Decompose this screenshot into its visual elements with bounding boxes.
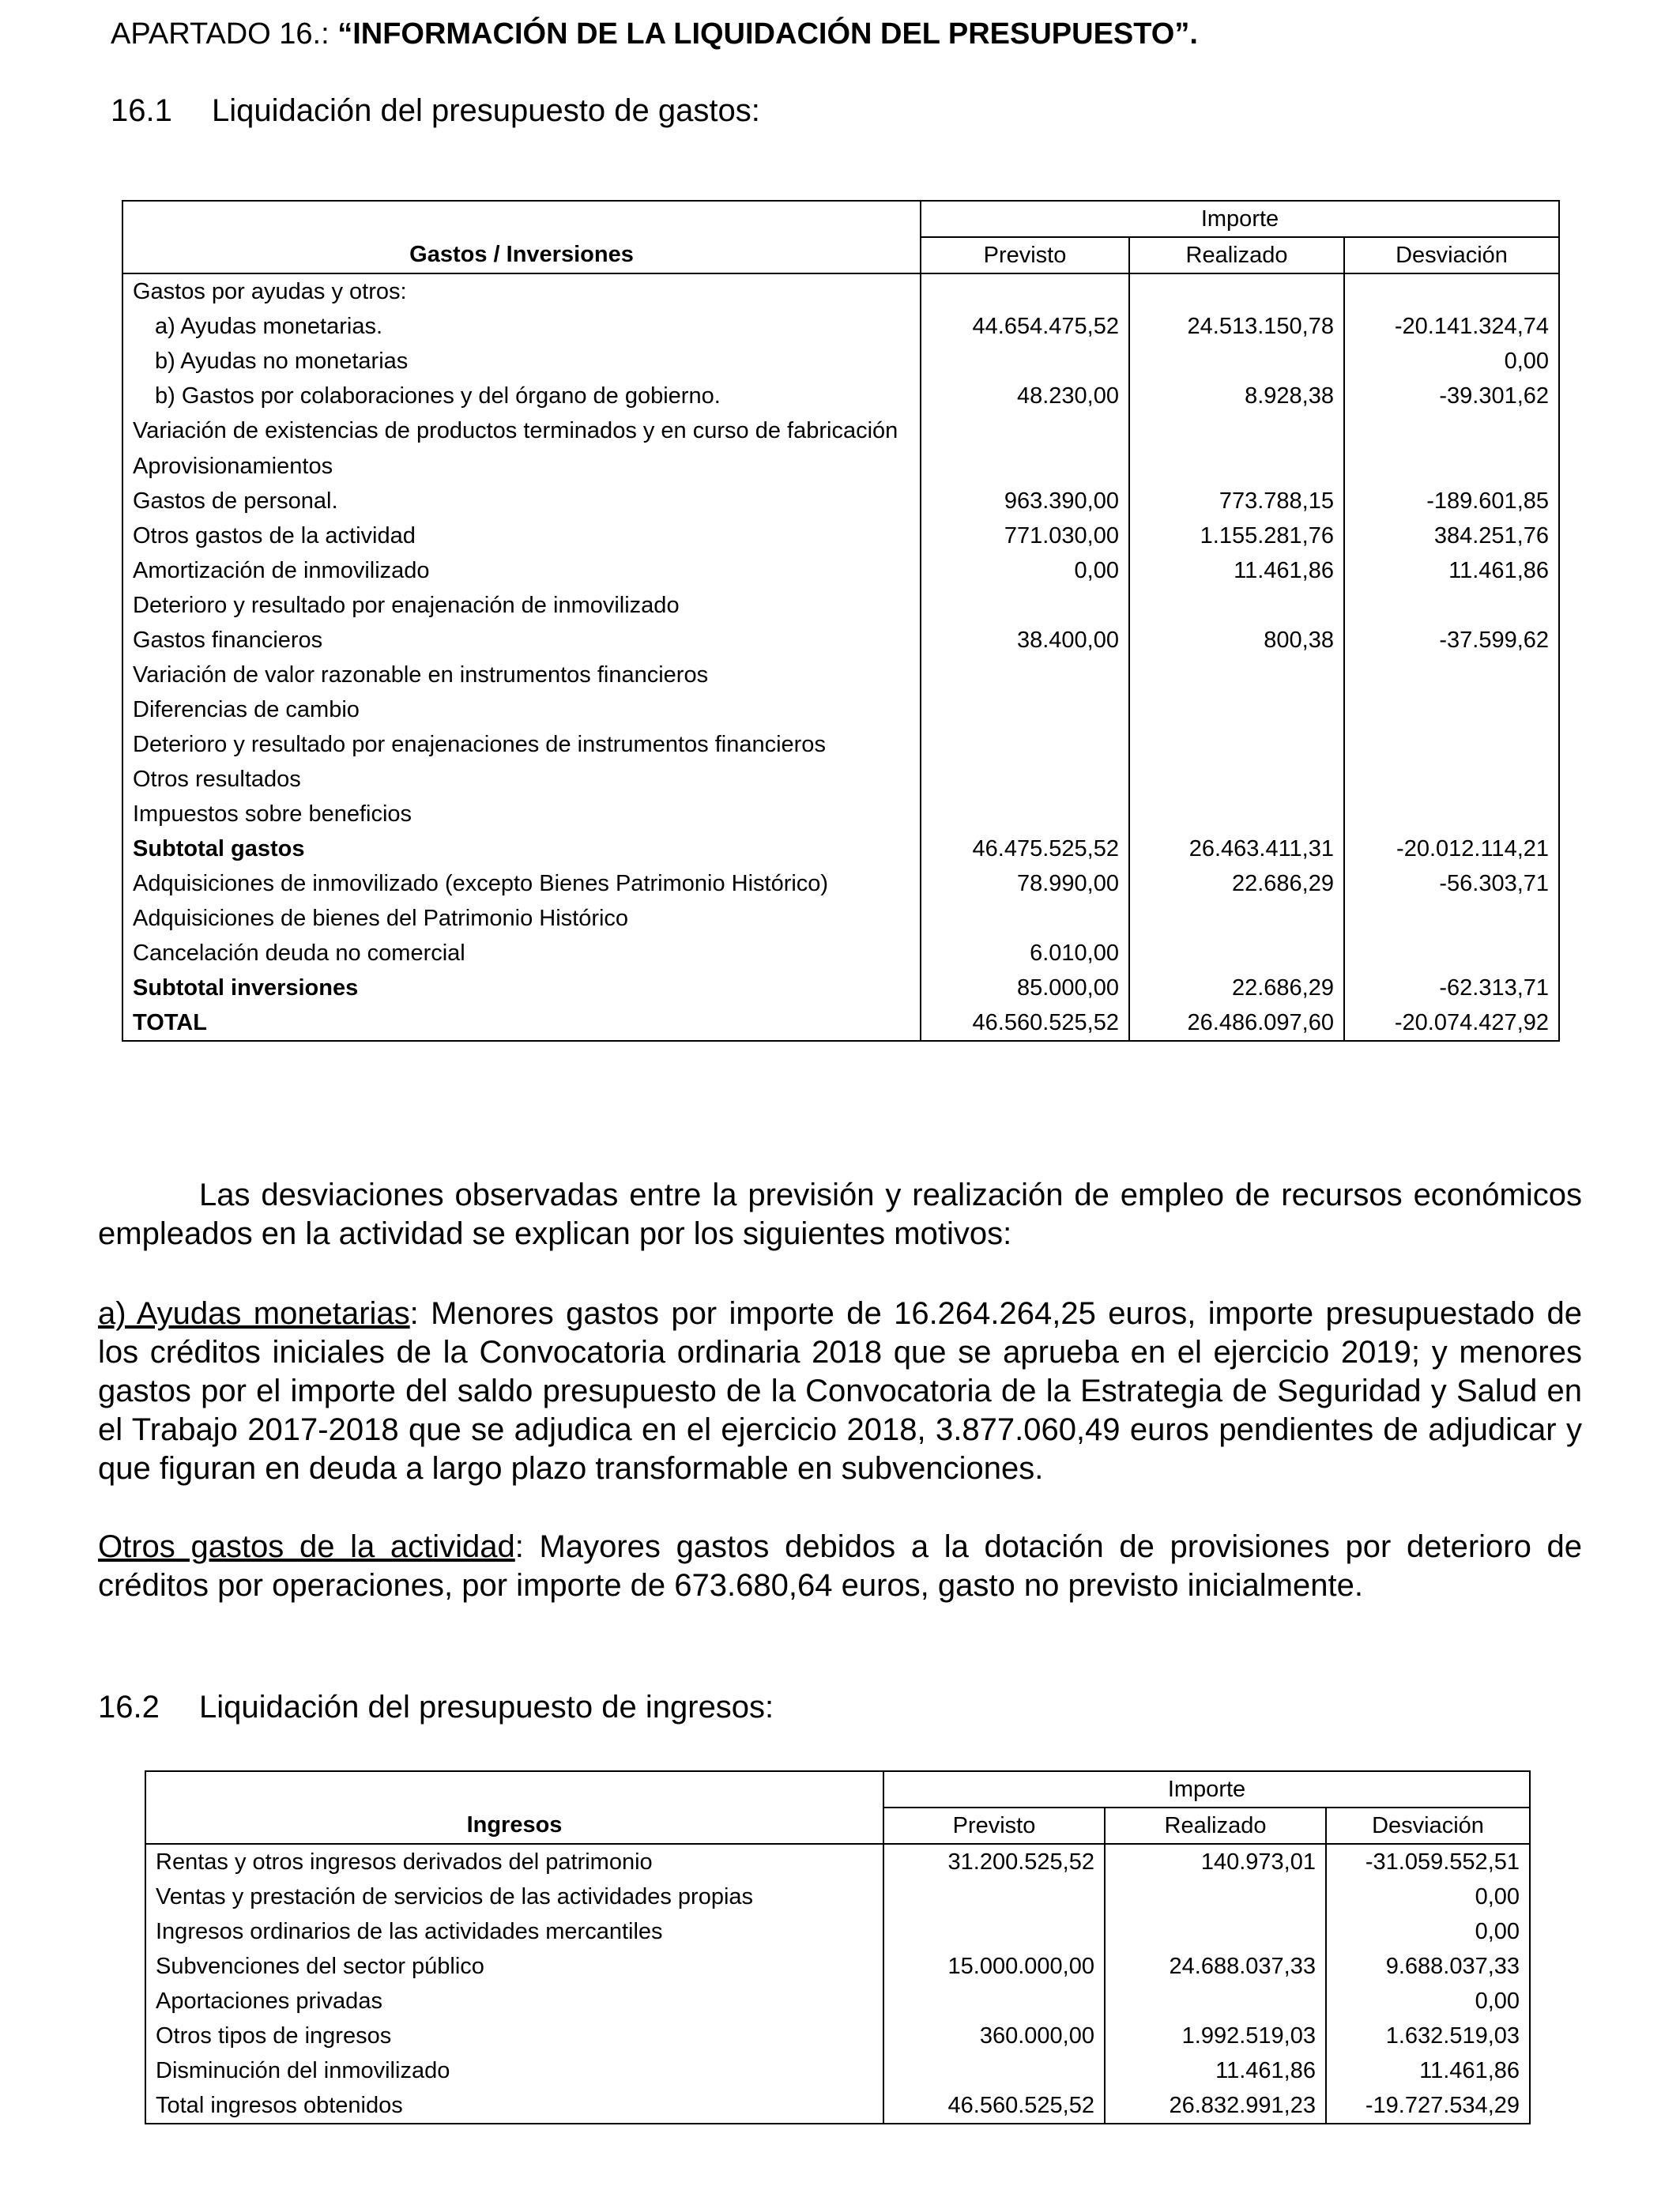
cell-desviacion: 0,00 <box>1326 1984 1530 2019</box>
explanation-item-b <box>98 1528 1582 1605</box>
cell-previsto: 38.400,00 <box>921 623 1129 658</box>
item-b-title: Otros gastos de la actividad <box>98 1529 515 1564</box>
table-row <box>122 727 1559 762</box>
section-number: 16.2 <box>98 1690 160 1725</box>
cell-realizado <box>1129 273 1344 309</box>
cell-previsto <box>921 588 1129 623</box>
row-label: Disminución del inmovilizado <box>145 2053 883 2088</box>
table-row <box>122 553 1559 588</box>
row-label: Amortización de inmovilizado <box>122 553 921 588</box>
row-label: Gastos de personal. <box>122 484 921 518</box>
item-a-text: : Menores gastos por importe de 16.264.264,25 euros, importe presupuestado de los créditos iniciales de la Convocatoria ordinaria 2018 que se aprueba en el ejercicio 2019; y menores gastos por el importe del saldo presupuesto de la Convocatoria de la Estrategia de Seguridad y Salud en el Trabajo 2017-2018 que se adjudica en el ejercicio 2018, 3.877.060,49 euros pendientes de adjudicar y que figuran en deuda a largo plazo transformable en subvenciones. <box>98 1296 1583 1486</box>
table-row <box>122 692 1559 727</box>
header-realizado: Realizado <box>1129 237 1344 273</box>
table-row <box>122 518 1559 553</box>
table-row <box>122 797 1559 831</box>
cell-previsto <box>921 413 1129 449</box>
cell-desviacion: 0,00 <box>1326 1914 1530 1949</box>
cell-previsto <box>921 762 1129 797</box>
cell-previsto <box>921 901 1129 936</box>
table-row <box>122 449 1559 484</box>
row-label: Gastos financieros <box>122 623 921 658</box>
row-label: Subvenciones del sector público <box>145 1949 883 1984</box>
cell-desviacion <box>1344 449 1559 484</box>
item-b-text: : Mayores gastos debidos a la dotación de provisiones por deterioro de créditos por operaciones, por importe de 673.680,64 euros, gasto no previsto inicialmente. <box>98 1529 1583 1603</box>
header-previsto: Previsto <box>883 1808 1105 1844</box>
cell-realizado <box>1129 936 1344 971</box>
cell-realizado <box>1105 1914 1326 1949</box>
gastos-table <box>122 200 1560 1042</box>
cell-realizado <box>1105 1879 1326 1914</box>
cell-desviacion: 0,00 <box>1326 1879 1530 1914</box>
cell-realizado: 26.832.991,23 <box>1105 2088 1326 2124</box>
table-row <box>145 1949 1530 1984</box>
cell-previsto: 6.010,00 <box>921 936 1129 971</box>
cell-previsto <box>883 1914 1105 1949</box>
table-row <box>122 484 1559 518</box>
cell-realizado <box>1129 797 1344 831</box>
table-row <box>122 866 1559 901</box>
row-label: Gastos por ayudas y otros: <box>122 273 921 309</box>
cell-desviacion: -20.074.427,92 <box>1344 1005 1559 1041</box>
header-desviacion: Desviación <box>1326 1808 1530 1844</box>
cell-realizado: 1.155.281,76 <box>1129 518 1344 553</box>
row-label: b) Gastos por colaboraciones y del órgano de gobierno. <box>122 379 921 413</box>
row-label: b) Ayudas no monetarias <box>122 344 921 379</box>
ingresos-table <box>145 1770 1531 2124</box>
section-16-2-heading <box>98 1690 774 1725</box>
table-row <box>122 379 1559 413</box>
cell-previsto <box>883 2053 1105 2088</box>
table-row <box>122 762 1559 797</box>
cell-previsto <box>921 449 1129 484</box>
cell-previsto <box>921 344 1129 379</box>
cell-previsto: 46.560.525,52 <box>921 1005 1129 1041</box>
cell-desviacion: -62.313,71 <box>1344 971 1559 1005</box>
row-label: Subtotal gastos <box>122 831 921 866</box>
row-label: Adquisiciones de inmovilizado (excepto Bienes Patrimonio Histórico) <box>122 866 921 901</box>
cell-desviacion: 9.688.037,33 <box>1326 1949 1530 1984</box>
cell-previsto: 48.230,00 <box>921 379 1129 413</box>
table-row <box>122 413 1559 449</box>
row-label: Variación de existencias de productos terminados y en curso de fabricación <box>122 413 921 449</box>
cell-previsto: 78.990,00 <box>921 866 1129 901</box>
cell-realizado: 22.686,29 <box>1129 971 1344 1005</box>
item-a-title: a) Ayudas monetarias <box>98 1296 410 1331</box>
table-row <box>122 901 1559 936</box>
row-label: Otros gastos de la actividad <box>122 518 921 553</box>
cell-desviacion <box>1344 727 1559 762</box>
cell-realizado <box>1129 901 1344 936</box>
cell-realizado: 8.928,38 <box>1129 379 1344 413</box>
cell-realizado: 24.688.037,33 <box>1105 1949 1326 1984</box>
cell-desviacion: -20.141.324,74 <box>1344 309 1559 344</box>
cell-realizado: 24.513.150,78 <box>1129 309 1344 344</box>
table-row <box>145 1984 1530 2019</box>
header-realizado: Realizado <box>1105 1808 1326 1844</box>
section-16-1-heading <box>111 93 760 129</box>
apartado-heading <box>111 17 1198 51</box>
cell-desviacion <box>1344 901 1559 936</box>
cell-realizado: 800,38 <box>1129 623 1344 658</box>
table-row <box>145 2053 1530 2088</box>
cell-realizado: 11.461,86 <box>1129 553 1344 588</box>
cell-desviacion: -37.599,62 <box>1344 623 1559 658</box>
cell-realizado: 1.992.519,03 <box>1105 2019 1326 2053</box>
cell-desviacion: -39.301,62 <box>1344 379 1559 413</box>
row-label: Aprovisionamientos <box>122 449 921 484</box>
header-blank <box>145 1771 883 1808</box>
section-title: Liquidación del presupuesto de gastos: <box>212 93 760 128</box>
row-label: Total ingresos obtenidos <box>145 2088 883 2124</box>
table-row <box>122 936 1559 971</box>
cell-desviacion: 0,00 <box>1344 344 1559 379</box>
cell-previsto <box>883 1879 1105 1914</box>
table-row <box>122 309 1559 344</box>
cell-realizado <box>1129 727 1344 762</box>
cell-desviacion: -20.012.114,21 <box>1344 831 1559 866</box>
ingresos-table-body <box>145 1844 1530 2124</box>
header-previsto: Previsto <box>921 237 1129 273</box>
row-label: Otros resultados <box>122 762 921 797</box>
table-row <box>122 1005 1559 1041</box>
cell-realizado <box>1129 762 1344 797</box>
row-label: TOTAL <box>122 1005 921 1041</box>
row-label: Aportaciones privadas <box>145 1984 883 2019</box>
cell-desviacion: -189.601,85 <box>1344 484 1559 518</box>
table-row <box>122 344 1559 379</box>
row-label: Subtotal inversiones <box>122 971 921 1005</box>
row-label: Ingresos ordinarios de las actividades mercantiles <box>145 1914 883 1949</box>
cell-desviacion <box>1344 588 1559 623</box>
table-row <box>122 588 1559 623</box>
row-label: Variación de valor razonable en instrumentos financieros <box>122 658 921 692</box>
table-row <box>122 623 1559 658</box>
row-label: Diferencias de cambio <box>122 692 921 727</box>
cell-realizado: 22.686,29 <box>1129 866 1344 901</box>
table-row <box>145 2019 1530 2053</box>
cell-previsto: 771.030,00 <box>921 518 1129 553</box>
gastos-table-body <box>122 273 1559 1041</box>
cell-desviacion: -31.059.552,51 <box>1326 1844 1530 1879</box>
table-row <box>145 1844 1530 1879</box>
cell-realizado: 11.461,86 <box>1105 2053 1326 2088</box>
cell-previsto: 44.654.475,52 <box>921 309 1129 344</box>
cell-desviacion: -56.303,71 <box>1344 866 1559 901</box>
header-desviacion: Desviación <box>1344 237 1559 273</box>
row-label: Cancelación deuda no comercial <box>122 936 921 971</box>
intro-text: Las desviaciones observadas entre la previsión y realización de empleo de recursos económicos empleados en la actividad se explican por los siguientes motivos: <box>98 1178 1582 1251</box>
cell-previsto <box>921 273 1129 309</box>
cell-realizado <box>1129 344 1344 379</box>
explanation-intro <box>98 1176 1582 1253</box>
cell-desviacion <box>1344 273 1559 309</box>
table-row <box>122 658 1559 692</box>
row-label: Adquisiciones de bienes del Patrimonio Histórico <box>122 901 921 936</box>
header-gastos-inversiones: Gastos / Inversiones <box>122 237 921 273</box>
cell-realizado <box>1129 658 1344 692</box>
cell-realizado: 26.463.411,31 <box>1129 831 1344 866</box>
cell-desviacion <box>1344 413 1559 449</box>
cell-realizado: 140.973,01 <box>1105 1844 1326 1879</box>
header-importe: Importe <box>921 201 1559 237</box>
row-label: Impuestos sobre beneficios <box>122 797 921 831</box>
cell-previsto: 360.000,00 <box>883 2019 1105 2053</box>
cell-previsto: 46.475.525,52 <box>921 831 1129 866</box>
cell-realizado <box>1129 413 1344 449</box>
cell-previsto <box>921 692 1129 727</box>
table-row <box>122 971 1559 1005</box>
apartado-title: “INFORMACIÓN DE LA LIQUIDACIÓN DEL PRESUPUESTO”. <box>337 17 1198 51</box>
row-label: Deterioro y resultado por enajenaciones de instrumentos financieros <box>122 727 921 762</box>
cell-previsto: 85.000,00 <box>921 971 1129 1005</box>
header-importe: Importe <box>883 1771 1530 1808</box>
cell-desviacion: 1.632.519,03 <box>1326 2019 1530 2053</box>
row-label: Otros tipos de ingresos <box>145 2019 883 2053</box>
cell-desviacion <box>1344 762 1559 797</box>
cell-previsto <box>921 658 1129 692</box>
row-label: Ventas y prestación de servicios de las actividades propias <box>145 1879 883 1914</box>
cell-desviacion <box>1344 658 1559 692</box>
table-row <box>145 1879 1530 1914</box>
apartado-prefix: APARTADO 16.: <box>111 17 338 51</box>
cell-previsto <box>921 727 1129 762</box>
cell-previsto <box>883 1984 1105 2019</box>
cell-desviacion <box>1344 692 1559 727</box>
cell-realizado <box>1129 449 1344 484</box>
cell-desviacion <box>1344 797 1559 831</box>
cell-desviacion <box>1344 936 1559 971</box>
cell-previsto: 963.390,00 <box>921 484 1129 518</box>
section-title: Liquidación del presupuesto de ingresos: <box>199 1690 774 1725</box>
section-number: 16.1 <box>111 93 172 128</box>
cell-desviacion: 11.461,86 <box>1344 553 1559 588</box>
table-row <box>122 273 1559 309</box>
explanation-item-a <box>98 1295 1582 1488</box>
cell-previsto: 31.200.525,52 <box>883 1844 1105 1879</box>
cell-realizado <box>1105 1984 1326 2019</box>
cell-desviacion: 11.461,86 <box>1326 2053 1530 2088</box>
cell-realizado: 26.486.097,60 <box>1129 1005 1344 1041</box>
table-row <box>145 1914 1530 1949</box>
row-label: Rentas y otros ingresos derivados del patrimonio <box>145 1844 883 1879</box>
row-label: a) Ayudas monetarias. <box>122 309 921 344</box>
cell-realizado: 773.788,15 <box>1129 484 1344 518</box>
cell-desviacion: 384.251,76 <box>1344 518 1559 553</box>
cell-previsto: 15.000.000,00 <box>883 1949 1105 1984</box>
cell-realizado <box>1129 588 1344 623</box>
cell-previsto: 0,00 <box>921 553 1129 588</box>
table-row <box>122 831 1559 866</box>
header-ingresos: Ingresos <box>145 1808 883 1844</box>
table-row <box>145 2088 1530 2124</box>
header-blank <box>122 201 921 237</box>
cell-realizado <box>1129 692 1344 727</box>
cell-desviacion: -19.727.534,29 <box>1326 2088 1530 2124</box>
cell-previsto <box>921 797 1129 831</box>
row-label: Deterioro y resultado por enajenación de inmovilizado <box>122 588 921 623</box>
cell-previsto: 46.560.525,52 <box>883 2088 1105 2124</box>
